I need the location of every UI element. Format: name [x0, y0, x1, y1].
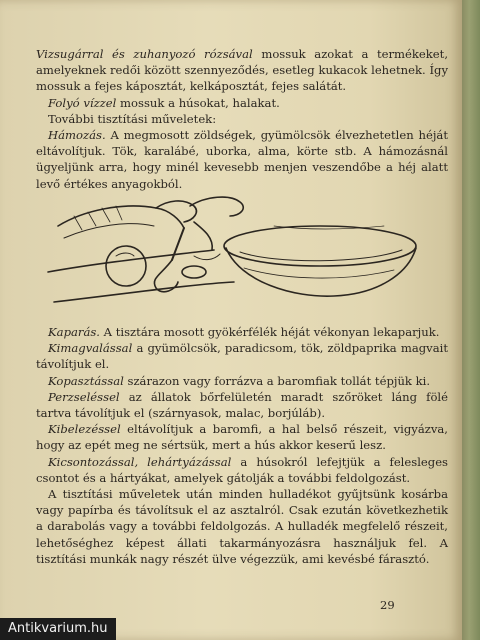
paragraph-singeing: Perzseléssel az állatok bőrfelületén maradt szőröket láng fölé tartva távolítjuk el (szárnyasok, malac, borjúláb). [36, 389, 448, 421]
book-spine-edge [462, 0, 480, 640]
page-number: 29 [380, 598, 395, 612]
paragraph-scraping: Kaparás. A tisztára mosott gyökérfélék héját vékonyan lekaparjuk. [48, 325, 440, 339]
paragraph-plucking: Kopasztással szárazon vagy forrázva a baromfiak tollát tépjük ki. [48, 373, 431, 388]
paragraph-spraying: Vizsugárral és zuhanyozó rózsával mossuk azokat a termékeket, amelyeknek redői között szennyeződés, esetleg kukacok lehetnek. Így mossuk a fejes káposztát, kelkáposztát, fejes salátát. [36, 47, 449, 94]
paragraph-running-water: Folyó vízzel mossuk a húsokat, halakat. [48, 95, 280, 110]
text-block-bottom [36, 324, 448, 567]
paragraph-deboning: Kicsontozással, lehártyázással a húsokról lefejtjük a felesleges csontot és a hártyákat, amelyek gátolják a további feldolgozást. [36, 454, 449, 485]
peeling-illustration [44, 186, 428, 310]
paragraph-waste: A tisztítási műveletek után minden hulladékot gyűjtsünk kosárba vagy papírba és távolítsuk el az asztalról. Csak ezután következhetik a darabolás vagy a további feldolgozás. A hulladék megfelelő részeit, lehetőséghez képest állati takarmányozásra használjuk fel. A tisztítási munkák nagy részét ülve végezzük, ami kevésbé fárasztó. [36, 487, 448, 566]
paragraph-seeding: Kimagvalással a gyümölcsök, paradicsom, tök, zöldpaprika magvait távolítjuk el. [36, 341, 448, 372]
paragraph-further-operations: További tisztítási műveletek: [48, 111, 217, 126]
paragraph-peeling: Hámozás. A megmosott zöldségek, gyümölcsök élvezhetetlen héját eltávolítjuk. Tök, karalábé, uborka, alma, körte stb. A hámozásnál ügyeljünk arra, hogy minél kevesebb menjen veszendőbe a héj alatt levő értékes anyagokból. [36, 128, 448, 191]
watermark: Antikvarium.hu [0, 618, 116, 640]
text-block-top [36, 46, 448, 192]
paragraph-gutting: Kibelezéssel eltávolítjuk a baromfi, a hal belső részeit, vigyázva, hogy az epét meg ne sértsük, mert a hús akkor keserű lesz. [36, 422, 448, 453]
